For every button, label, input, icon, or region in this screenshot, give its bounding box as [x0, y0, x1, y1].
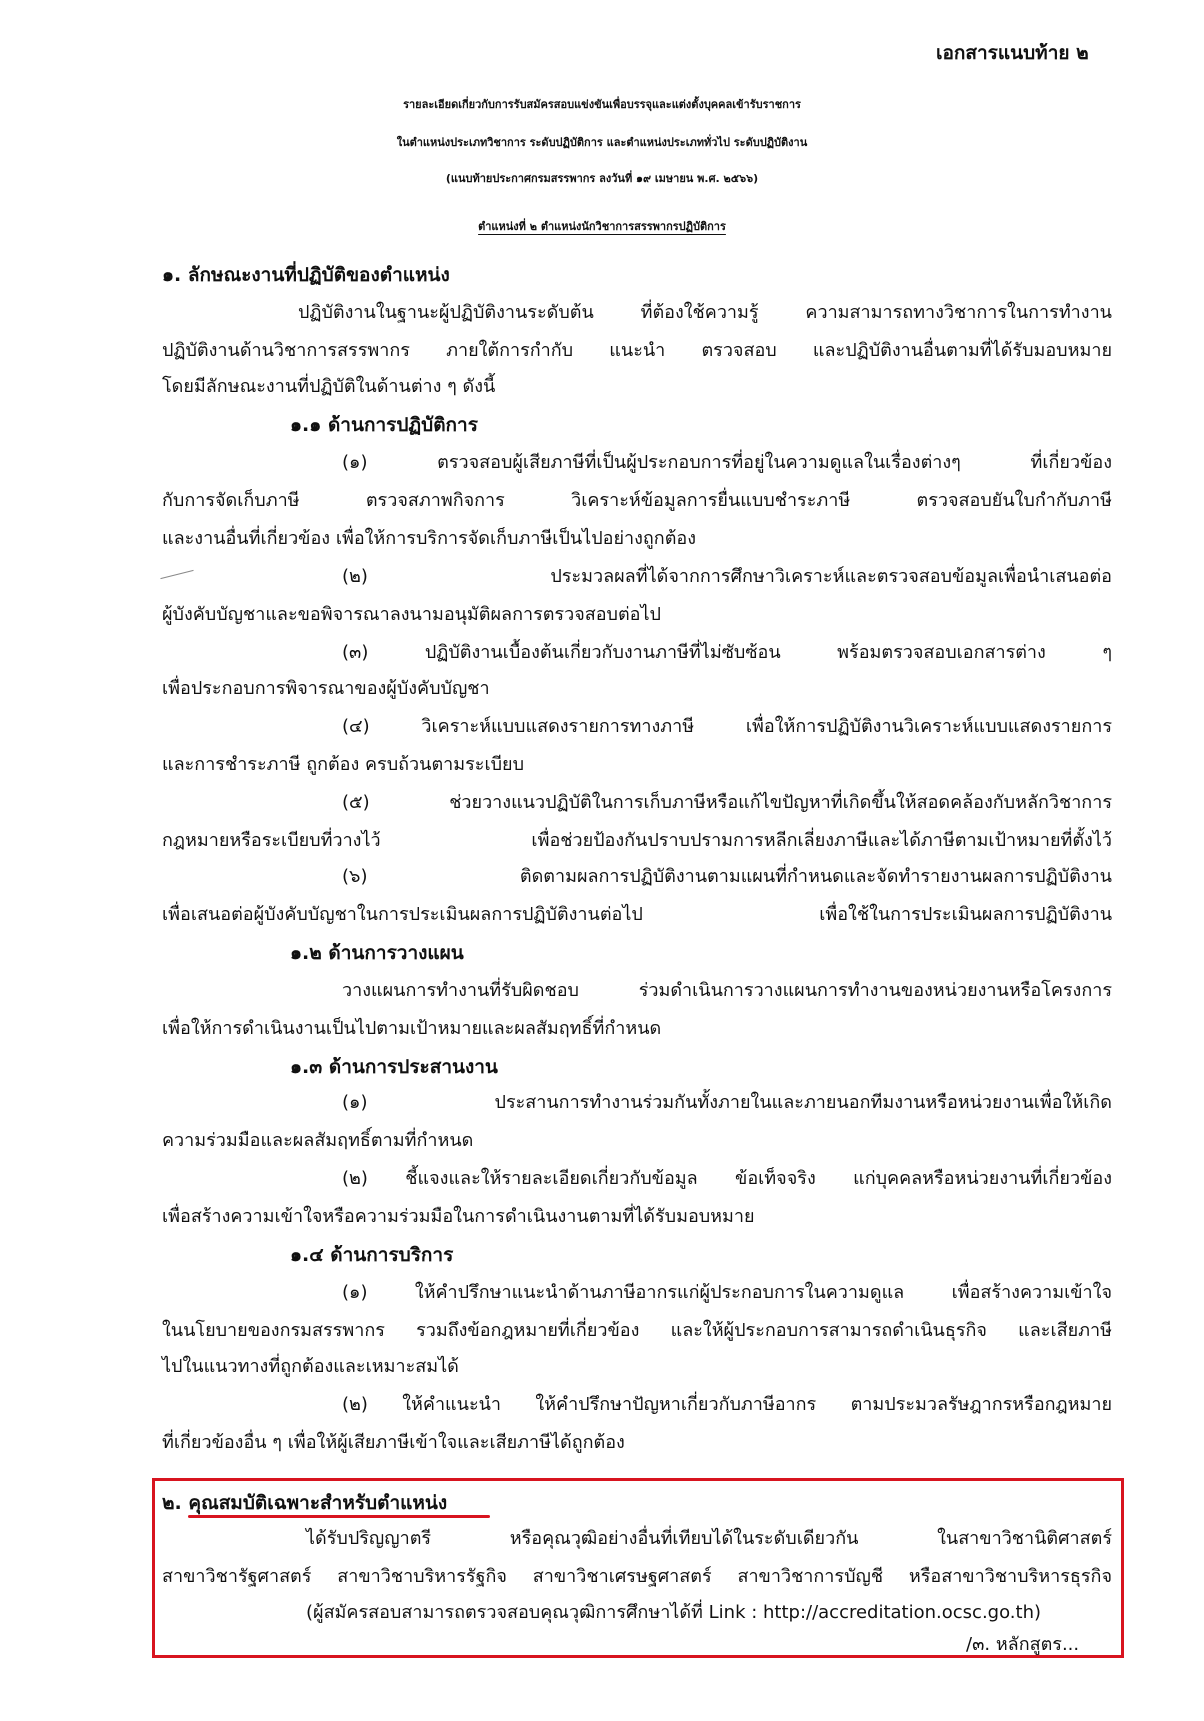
section-1-intro-line-1: ปฏิบัติงานในฐานะผู้ปฏิบัติงานระดับต้น ที่ต้องใช้ความรู้ ความสามารถทางวิชาการในการทำงาน [298, 302, 1112, 323]
sub-1-1-item-5-line-1: (๕) ช่วยวางแนวปฏิบัติในการเก็บภาษีหรือแก้ไขปัญหาที่เกิดขึ้นให้สอดคล้องกับหลักวิชาการ [342, 792, 1112, 813]
sub-1-4-item-1-line-2: ในนโยบายของกรมสรรพากร รวมถึงข้อกฎหมายที่เกี่ยวข้อง และให้ผู้ประกอบการสามารถดำเนินธุรกิจ และเสียภาษี [162, 1320, 1112, 1341]
position-title [0, 214, 1204, 240]
sub-1-1-item-6-line-1: (๖) ติดตามผลการปฏิบัติงานตามแผนที่กำหนดและจัดทำรายงานผลการปฏิบัติงาน [342, 866, 1112, 887]
section-2-line-2: สาขาวิชารัฐศาสตร์ สาขาวิชาบริหารรัฐกิจ สาขาวิชาเศรษฐศาสตร์ สาขาวิชาการบัญชี หรือสาขาวิชาบริหารธุรกิจ [162, 1566, 1112, 1587]
sub-1-1-item-2-line-1: (๒) ประมวลผลที่ได้จากการศึกษาวิเคราะห์และตรวจสอบข้อมูลเพื่อนำเสนอต่อ [342, 566, 1112, 587]
sub-1-1-item-6-line-2: เพื่อเสนอต่อผู้บังคับบัญชาในการประเมินผลการปฏิบัติงานต่อไป เพื่อใช้ในการประเมินผลการปฏิบัติงาน [162, 904, 1112, 925]
sub-1-4-item-2-line-1: (๒) ให้คำแนะนำ ให้คำปรึกษาปัญหาเกี่ยวกับภาษีอากร ตามประมวลรัษฎากรหรือกฎหมาย [342, 1394, 1112, 1415]
title-line-1: รายละเอียดเกี่ยวกับการรับสมัครสอบแข่งขันเพื่อบรรจุและแต่งตั้งบุคคลเข้ารับราชการ [403, 98, 801, 111]
attachment-label: เอกสารแนบท้าย ๒ [936, 42, 1089, 64]
section-1-heading: ๑. ลักษณะงานที่ปฏิบัติของตำแหน่ง [162, 264, 450, 286]
pen-mark [160, 570, 193, 579]
sub-1-3-item-2-line-2: เพื่อสร้างความเข้าใจหรือความร่วมมือในการดำเนินงานตามที่ได้รับมอบหมาย [162, 1206, 755, 1227]
sub-1-1-item-2-line-2: ผู้บังคับบัญชาและขอพิจารณาลงนามอนุมัติผลการตรวจสอบต่อไป [162, 604, 661, 625]
sub-1-3-heading: ๑.๓ ด้านการประสานงาน [290, 1056, 498, 1078]
sub-1-4-item-2-line-2: ที่เกี่ยวข้องอื่น ๆ เพื่อให้ผู้เสียภาษีเข้าใจและเสียภาษีได้ถูกต้อง [162, 1432, 625, 1453]
section-1-intro-line-2: ปฏิบัติงานด้านวิชาการสรรพากร ภายใต้การกำกับ แนะนำ ตรวจสอบ และปฏิบัติงานอื่นตามที่ได้รับมอบหมาย [162, 340, 1112, 361]
section-1-intro-line-3: โดยมีลักษณะงานที่ปฏิบัติในด้านต่าง ๆ ดังนี้ [162, 376, 496, 397]
title-line-3: (แนบท้ายประกาศกรมสรรพากร ลงวันที่ ๑๙ เมษายน พ.ศ. ๒๕๖๖) [445, 172, 759, 185]
sub-1-1-item-5-line-2: กฎหมายหรือระเบียบที่วางไว้ เพื่อช่วยป้องกันปราบปรามการหลีกเลี่ยงภาษีและได้ภาษีตามเป้าหมายที่ตั้งไว้ [162, 830, 1112, 851]
sub-1-2-heading: ๑.๒ ด้านการวางแผน [290, 942, 464, 964]
sub-1-1-item-1-line-2: กับการจัดเก็บภาษี ตรวจสภาพกิจการ วิเคราะห์ข้อมูลการยื่นแบบชำระภาษี ตรวจสอบยันใบกำกับภาษี [162, 490, 1112, 511]
sub-1-1-item-3-line-2: เพื่อประกอบการพิจารณาของผู้บังคับบัญชา [162, 678, 490, 699]
sub-1-1-item-4-line-2: และการชำระภาษี ถูกต้อง ครบถ้วนตามระเบียบ [162, 754, 524, 775]
position-title-text: ตำแหน่งที่ ๒ ตำแหน่งนักวิชาการสรรพากรปฏิบัติการ [478, 220, 726, 233]
section-2-line-3: (ผู้สมัครสอบสามารถตรวจสอบคุณวุฒิการศึกษาได้ที่ Link : http://accreditation.ocsc.go.th) [306, 1602, 1041, 1623]
sub-1-3-item-1-line-1: (๑) ประสานการทำงานร่วมกันทั้งภายในและภายนอกทีมงานหรือหน่วยงานเพื่อให้เกิด [342, 1092, 1112, 1113]
sub-1-3-item-2-line-1: (๒) ชี้แจงและให้รายละเอียดเกี่ยวกับข้อมูล ข้อเท็จจริง แก่บุคคลหรือหน่วยงานที่เกี่ยวข้อง [342, 1168, 1112, 1189]
sub-1-1-item-1-line-3: และงานอื่นที่เกี่ยวข้อง เพื่อให้การบริการจัดเก็บภาษีเป็นไปอย่างถูกต้อง [162, 528, 696, 549]
sub-1-1-item-1-line-1: (๑) ตรวจสอบผู้เสียภาษีที่เป็นผู้ประกอบการที่อยู่ในความดูแลในเรื่องต่างๆ ที่เกี่ยวข้อง [342, 452, 1112, 473]
sub-1-3-item-1-line-2: ความร่วมมือและผลสัมฤทธิ์ตามที่กำหนด [162, 1130, 474, 1151]
title-line-2: ในตำแหน่งประเภทวิชาการ ระดับปฏิบัติการ และตำแหน่งประเภททั่วไป ระดับปฏิบัติงาน [396, 136, 808, 149]
sub-1-1-heading: ๑.๑ ด้านการปฏิบัติการ [290, 414, 478, 436]
sub-1-1-item-3-line-1: (๓) ปฏิบัติงานเบื้องต้นเกี่ยวกับงานภาษีที่ไม่ซับซ้อน พร้อมตรวจสอบเอกสารต่าง ๆ [342, 642, 1112, 663]
continuation-note: /๓. หลักสูตร... [966, 1634, 1080, 1655]
sub-1-2-line-2: เพื่อให้การดำเนินงานเป็นไปตามเป้าหมายและผลสัมฤทธิ์ที่กำหนด [162, 1018, 662, 1039]
sub-1-1-item-4-line-1: (๔) วิเคราะห์แบบแสดงรายการทางภาษี เพื่อให้การปฏิบัติงานวิเคราะห์แบบแสดงรายการ [342, 716, 1112, 737]
sub-1-4-item-1-line-3: ไปในแนวทางที่ถูกต้องและเหมาะสมได้ [162, 1356, 459, 1377]
section-2-line-1: ได้รับปริญญาตรี หรือคุณวุฒิอย่างอื่นที่เทียบได้ในระดับเดียวกัน ในสาขาวิชานิติศาสตร์ [306, 1528, 1112, 1549]
sub-1-4-heading: ๑.๔ ด้านการบริการ [290, 1244, 454, 1266]
section-2-heading: ๒. คุณสมบัติเฉพาะสำหรับตำแหน่ง [162, 1492, 448, 1514]
sub-1-4-item-1-line-1: (๑) ให้คำปรึกษาแนะนำด้านภาษีอากรแก่ผู้ประกอบการในความดูแล เพื่อสร้างความเข้าใจ [342, 1282, 1112, 1303]
sub-1-2-line-1: วางแผนการทำงานที่รับผิดชอบ ร่วมดำเนินการวางแผนการทำงานของหน่วยงานหรือโครงการ [342, 980, 1112, 1001]
